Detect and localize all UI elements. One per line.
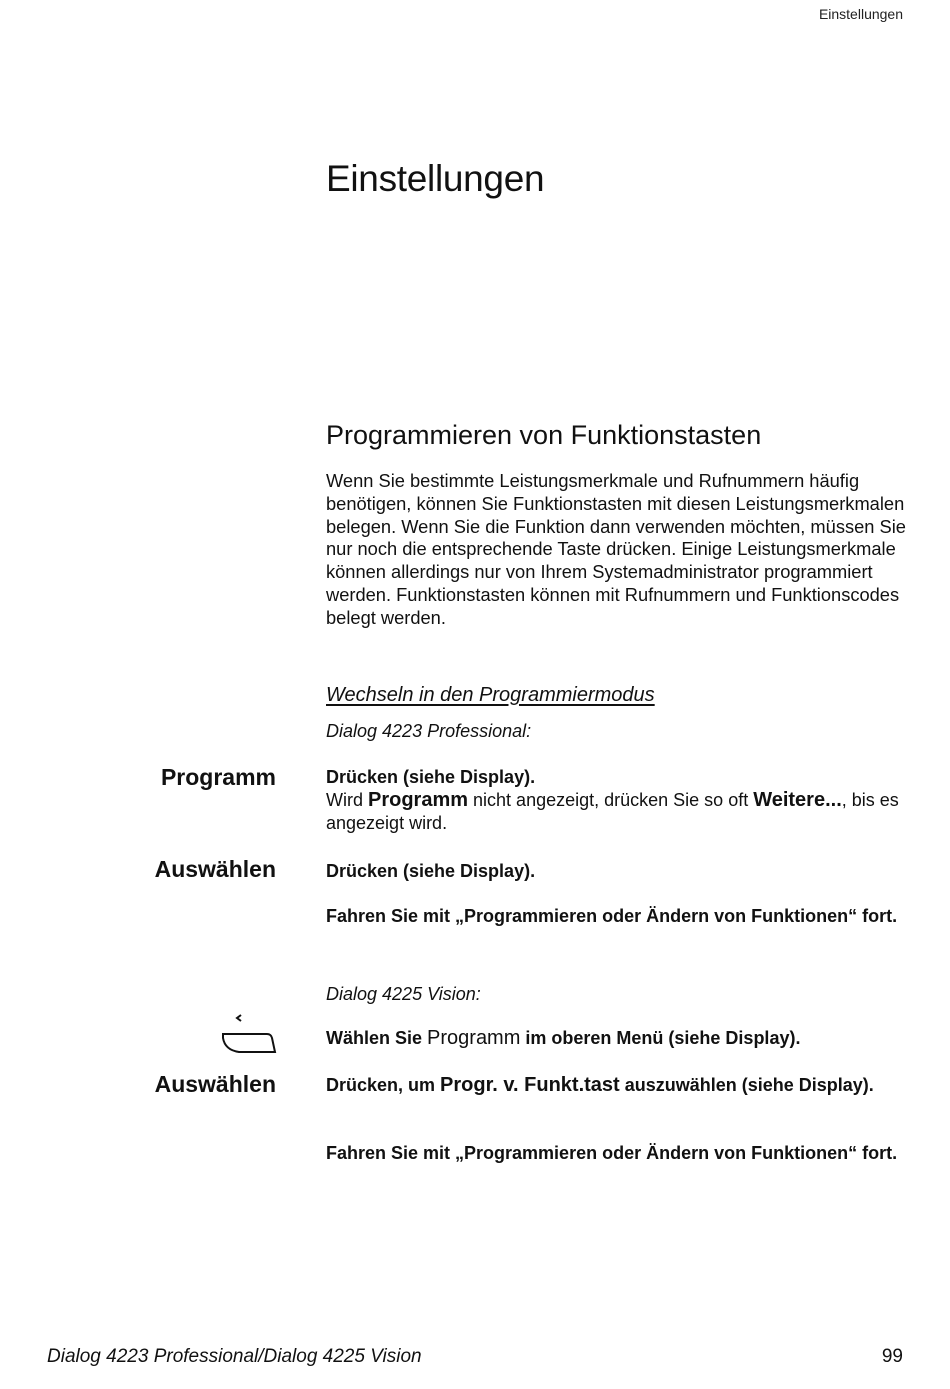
step-programm-action: Drücken (siehe Display). [326,767,536,787]
step-text: , bis es angezeigt wird. [326,790,899,833]
step-continue-vision: Fahren Sie mit „Programmieren oder Ändern von Funktionen“ fort. [326,1143,898,1163]
page-number: 99 [881,1346,903,1367]
step-text: auszuwählen (siehe Display). [619,1075,874,1095]
step-continue: Fahren Sie mit „Programmieren oder Ändern von Funktionen“ fort. [326,906,898,926]
step-programm [326,766,906,835]
step-auswaehlen-vision [326,1074,906,1097]
section-title: Programmieren von Funktionstasten [326,420,762,450]
step-key-name: Weitere... [753,789,842,811]
step-key-name: Programm [368,789,469,811]
model-note-professional: Dialog 4223 Professional: [326,721,532,741]
step-key-name: Progr. v. Funkt.tast [440,1074,620,1096]
softkey-left-icon [221,1012,277,1056]
step-select-menu [326,1027,906,1050]
step-text: im oberen Menü (siehe Display). [520,1028,801,1048]
step-text: nicht angezeigt, drücken Sie so oft [468,790,754,810]
key-label-auswaehlen: Auswählen [154,856,276,882]
key-label-programm: Programm [160,764,276,790]
step-menu-name: Programm [427,1027,521,1049]
step-text: Wählen Sie [326,1028,428,1048]
step-text: Drücken, um [326,1075,441,1095]
step-text: Wird [326,790,368,810]
running-head: Einstellungen [818,6,903,22]
model-note-vision: Dialog 4225 Vision: [326,984,481,1004]
chapter-title: Einstellungen [326,158,545,199]
subsection-title: Wechseln in den Programmiermodus [326,684,655,706]
key-label-auswaehlen-vision: Auswählen [154,1071,276,1097]
footer-title: Dialog 4223 Professional/Dialog 4225 Vision [47,1346,422,1367]
intro-paragraph: Wenn Sie bestimmte Leistungsmerkmale und Rufnummern häufig benötigen, können Sie Funktionstasten mit diesen Leistungsmerkmalen belegen. Wenn Sie die Funktion dann verwenden möchten, müssen Sie nur noch die entsprechende Taste drücken. Einige Leistungsmerkmale können allerdings nur von Ihrem Systemadministrator programmiert werden. Funktionstasten können mit Rufnummern und Funktionscodes belegt werden. [326,470,906,628]
step-auswaehlen: Drücken (siehe Display). [326,861,536,881]
